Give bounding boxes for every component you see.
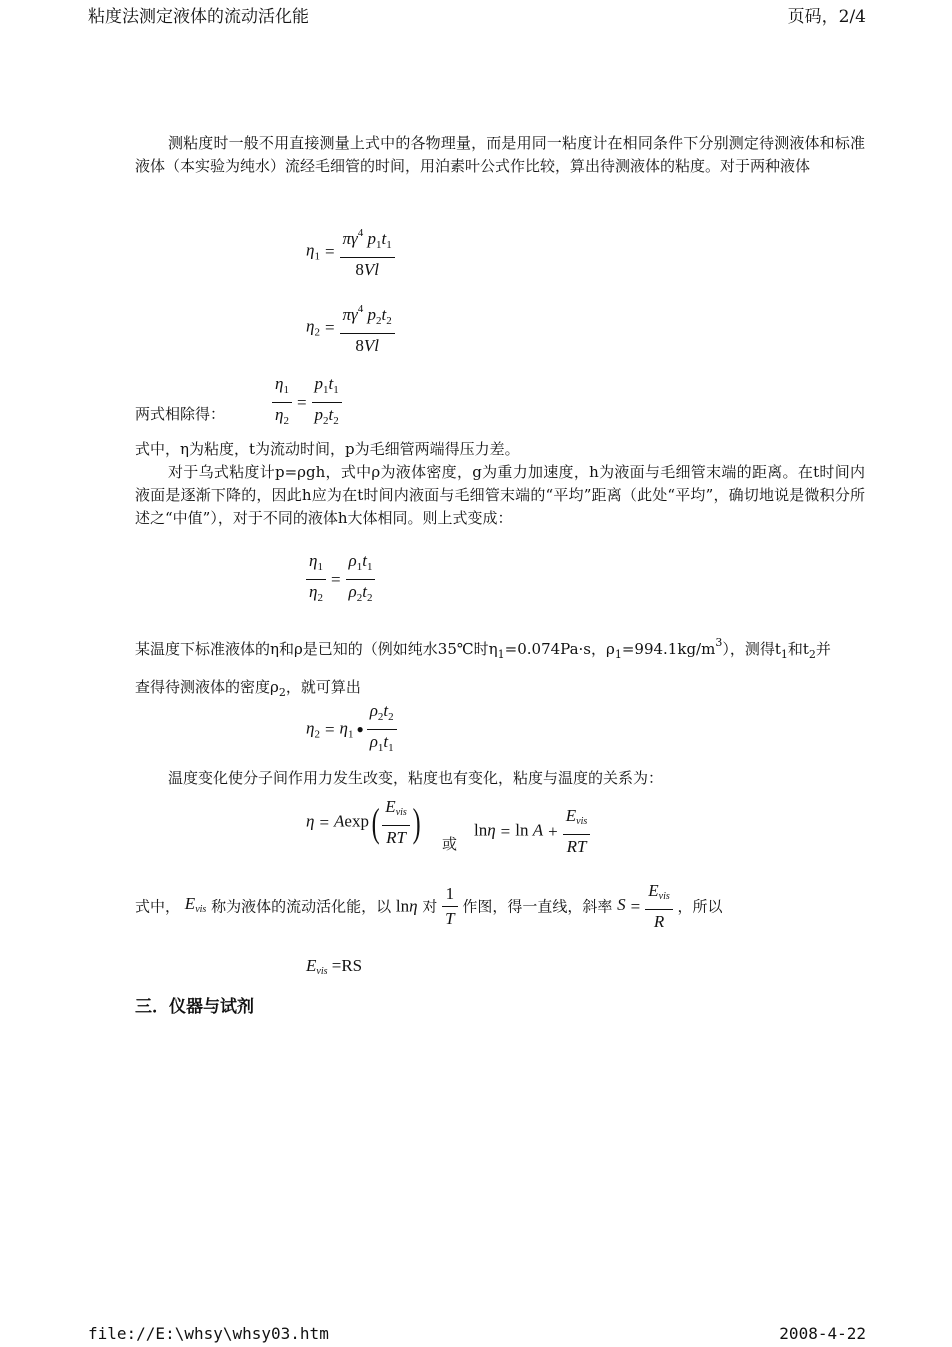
footer-date: 2008-4-22 (779, 1324, 866, 1343)
divide-label: 两式相除得： (135, 405, 226, 423)
paragraph-definitions: 式中，η为粘度，t为流动时间，p为毛细管两端得压力差。 (135, 440, 520, 458)
or-word: 或 (442, 835, 458, 853)
paragraph-temperature: 温度变化使分子间作用力发生改变，粘度也有变化，粘度与温度的关系为： (168, 769, 664, 787)
paragraph-ubbelohde: 对于乌式粘度计p=ρgh，式中ρ为液体密度，g为重力加速度，h为液面与毛细管末端的距离。在t时间内液面是逐渐下降的，因此h应为在t时间内液面与毛细管末端的“平均”距离（此处“平均”，确切地说是微积分所述之“中值”），对于不同的液体h大体相同。则上式变成： (135, 463, 865, 527)
equation-eta1: $\eta_1$ = $\frac{\pi\gamma^4 p_1t_1}{8Vl}$ (306, 222, 395, 281)
equation-eta2: $\eta_2$ = $\frac{\pi\gamma^4 p_2t_2}{8Vl}$ (306, 298, 395, 357)
header-title: 粘度法测定液体的流动活化能 (88, 7, 309, 27)
equation-ratio-density: $\frac{\eta_1}{\eta_2}$ = $\frac{\rho_1t_1}{\rho_2t_2}$ (306, 550, 375, 609)
section-title: 三．仪器与试剂 (135, 997, 254, 1017)
paragraph-intro: 测粘度时一般不用直接测量上式中的各物理量，而是用同一粘度计在相同条件下分别测定待测液体和标准液体（本实验为纯水）流经毛细管的时间，用泊素叶公式作比较，算出待测液体的粘度。对于两种液体 (135, 134, 865, 175)
header-page-number: 页码，2/4 (787, 7, 866, 27)
equation-ratio-pressure: $\frac{\eta_1}{\eta_2}$ = $\frac{p_1t_1}{p_2t_2}$ (272, 373, 342, 432)
paragraph-activation-energy: 式中， Evis 称为液体的流动活化能，以 lnη 对 $\frac{1}{T}$ 作图，得一直线，斜率 S = $\frac{\text{Evis}}{R}$ ，所以 (135, 881, 723, 931)
equation-final: Evis =RS (306, 956, 363, 977)
equation-eta2-result: $\eta_2 = \eta_1$ ● $\frac{\rho_2t_2}{\rho_1t_1}$ (306, 700, 397, 759)
equation-arrhenius: η = Aexp( $\frac{\text{Evis}}{RT}$ ) (306, 797, 421, 847)
equation-log-form: lnη = ln A + $\frac{\text{Evis}}{RT}$ (474, 805, 590, 858)
paragraph-standard-liquid: 某温度下标准液体的η和ρ是已知的（例如纯水35℃时$\eta_1=0.074Pa\cdot s$，$\rho_1=994.1kg/m^3$），测得$t_1$和$t_2$并 查得待测液体的密度$\rho_2$，就可算出 (135, 636, 831, 699)
footer-path: file://E:\whsy\whsy03.htm (88, 1324, 329, 1343)
